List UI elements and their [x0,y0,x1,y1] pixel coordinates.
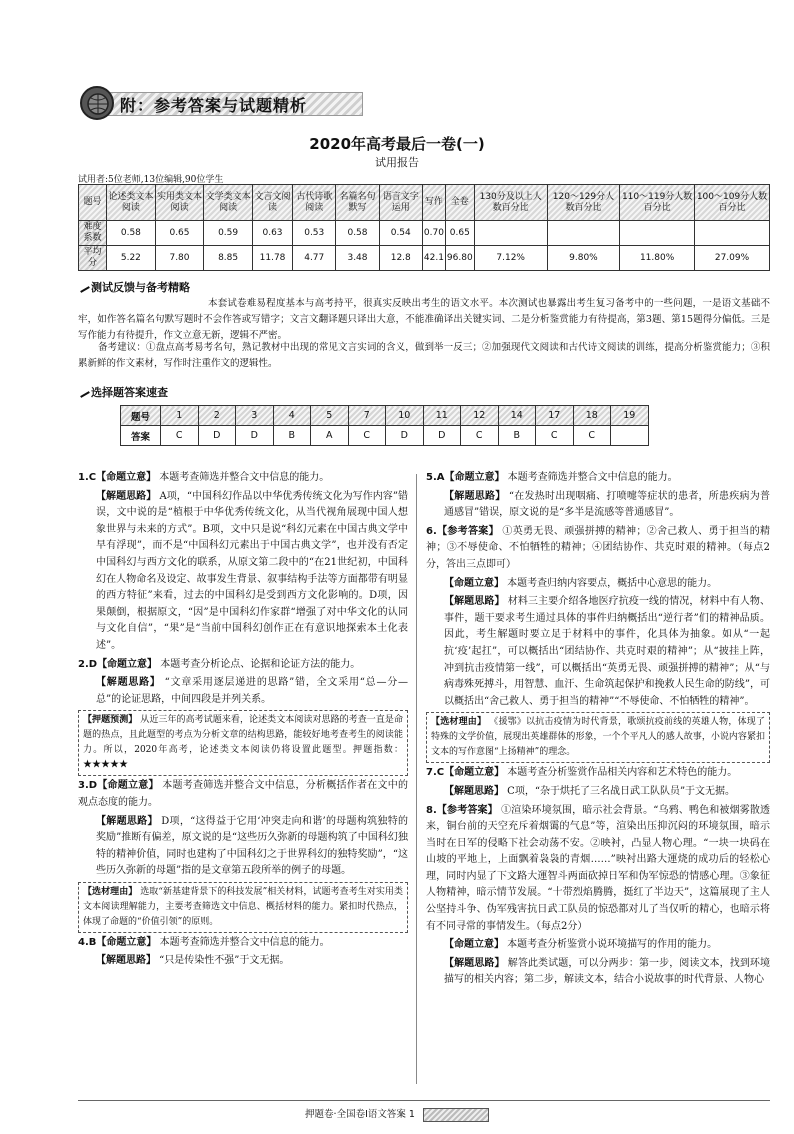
question-number: 11 [423,406,461,426]
note-box [78,710,408,776]
question-number: 12 [461,406,499,426]
stats-cell [695,221,770,246]
answer-item [78,814,408,880]
stats-row-difficulty [79,221,770,246]
item-number: 1.C [78,472,97,483]
note-box [426,712,770,763]
answer-item [426,489,770,522]
answer-letter: D [198,426,236,446]
item-text: D项，“这得益于它用‘冲突走向和谐’的母题构筑独特的奖励”推断有偏差，原文说的是“这些历久弥新的母题构筑了中国科幻独特的精神价值，同时也建构了中国科幻之于世界科幻的独特奖励”，“这些历久弥新的母题”指的是文章第五段所举的例子的母题。 [96,815,408,877]
item-tag: 【命题立意】 [97,780,159,792]
page-title: 2020年高考最后一卷(一) [309,135,485,153]
item-tag: 【命题立意】 [444,472,505,483]
answer-item [426,937,770,954]
item-text: 本题考查分析鉴赏小说环境描写的作用的能力。 [504,939,718,951]
item-text: 本题考查分析鉴赏作品相关内容和艺术特色的能力。 [504,767,738,779]
stats-header-cell: 古代诗歌阅读 [293,185,336,221]
answer-letter: C [161,426,199,446]
stats-header-row [79,185,770,221]
stats-cell: 12.8 [379,246,422,271]
item-number: 4.B [78,936,97,948]
answer-item [426,803,770,936]
item-tag: 【解题思路】 [96,677,161,689]
answer-letter: B [498,426,536,446]
stats-row-label: 平均分 [79,246,107,271]
answer-letter: C [461,426,499,446]
question-number: 7 [348,406,386,426]
item-text: “在发热时出现咽痛、打喷嚏等症状的患者，所患疾病为普通感冒”错误，原文说的是“多半是流感等普通感冒”。 [444,490,771,519]
item-tag: 【选材理由】 [431,717,487,728]
stats-header-cell: 110～119分人数百分比 [620,185,695,221]
answer-item [78,675,408,708]
item-number: 5.A [426,472,445,483]
item-tag: 【解题思路】 [444,490,506,502]
answer-item [426,784,770,801]
item-text: A项，“中国科幻作品以中华优秀传统文化为写作内容”错误，文中说的是“植根于中华优秀传统文化，从当代视角展现中国人想象世界与未来的方式”。B项，文中只是说“科幻元素在中国古典文学中早有浮现”，而不是“中国科幻元素出于中国古典文学”，也并没有否定中国科幻与西方文化的联系，从原文第二段中的“在21世纪初，中国科幻在人物命名及设定、故事发生背景、叙事结构手法等方面都带有明显的西方特征”来看，过去的中国科幻是受到西方文化影响的。D项，因果颠倒，根据原文，“因”是中国科幻作家群“增强了对中华文化的认同与文化自信”，“果”是“当前中国科幻创作正在有意识地探索本土化表述”。 [96,490,409,651]
answers-heading [78,384,168,400]
item-text: “只是传染性不强”于文无据。 [156,955,290,967]
stats-header-cell: 100～109分人数百分比 [695,185,770,221]
stats-header-cell: 论述类文本阅读 [107,185,156,221]
stats-header-cell: 名篇名句默写 [336,185,379,221]
answer-item [426,765,770,782]
footer-badge [423,1108,489,1122]
answer-numbers-row [121,406,649,426]
item-tag: 【解题思路】 [444,596,505,608]
footer-text: 押题卷·全国卷Ⅰ语文答案 1 [305,1109,415,1120]
stats-cell: 0.59 [204,221,253,246]
item-tag: 【解题思路】 [96,955,156,967]
item-number: 7.C [426,767,445,779]
item-text: ①英勇无畏、顽强拼搏的精神；②舍己救人、勇于担当的精神；③不辱使命、不怕牺牲的精神；④团结协作、共克时艰的精神。（每点2分，答出三点即可） [426,525,771,570]
stats-cell: 5.22 [107,246,156,271]
item-tag: 【解题思路】 [96,815,158,827]
stats-cell: 0.53 [293,221,336,246]
answer-row-label: 题号 [121,406,161,426]
question-number: 18 [573,406,611,426]
stats-cell: 0.58 [336,221,379,246]
question-number: 14 [498,406,536,426]
item-tag: 【参考答案】 [436,525,499,537]
testers-line: 试用者:5位老师,13位编辑,90位学生 [78,175,224,185]
answer-item [78,935,408,952]
stats-row-average [79,246,770,271]
page-subtitle: 试用报告 [375,156,419,169]
item-text: 本题考查筛选并整合文中信息的能力。 [156,472,330,483]
stats-header-cell: 写作 [422,185,445,221]
answer-item [426,576,770,593]
feedback-text-1: 本套试卷难易程度基本与高考持平，很真实反映出考生的语文水平。本次测试也暴露出考生复习备考中的一些问题，一是语文基础不牢，如作答名篇名句默写题时不会作答或写错字；文言文翻译题只译出大意，不能准确译出关键实词、二是分析鉴赏能力有待提高，第3题、第15题得分偏低。三是写作能力有待提升，作文立意无新，逻辑不严密。 [78,298,770,341]
stats-cell: 4.77 [293,246,336,271]
answer-item [78,657,408,674]
item-text: ①渲染环境氛围，暗示社会背景。“乌鸦、鸭色和被烟雾散透来，铜台前的天空充斥着烟霭的气息”等，渲染出压抑沉闷的环境氛围，暗示当时在日军的侵略下社会动荡不安。②映衬，凸显人物心理。“一块一块码在山坡的平地上，上面飘着袅袅的青烟……”映衬出路大運烧的成功后的轻松心理，同时内显了下文路大運智斗两面砍掉日军和伪军惊恐的情感心理。③象征人物精神，暗示情节发展。“十带烈焰腾腾，挺红了半边天”，这篇展现了主人公坚持斗争、伪军残害抗日武工队员的惊恐都对儿了当仅听的精心，也暗示将有不同寻常的事情发生。（每点2分） [426,804,771,932]
item-tag: 【命题立意】 [96,936,157,948]
answer-item [78,489,408,655]
question-number: 4 [273,406,311,426]
feedback-heading [78,279,190,295]
answer-key-table [120,405,649,446]
stats-cell: 7.80 [155,246,204,271]
item-text: 《援鄂》以抗击疫情为时代背景，歌颂抗疫前线的英雄人物，体现了特殊的文学价值，展现出英雄群体的形象，一个个平凡人的感人故事，小说内容紧扣文本的写作意图“上扬精神”的理念。 [431,717,765,758]
stats-cell: 0.54 [379,221,422,246]
answer-letter: C [348,426,386,446]
stats-cell: 42.1 [422,246,445,271]
stats-cell: 0.58 [107,221,156,246]
answer-item [78,470,408,487]
column-divider [416,474,417,1084]
feedback-text-2: 备考建议：①盘点高考易考名句，熟记教材中出现的常见文言实词的含义，做到举一反三；②加强现代文阅读和古代诗文阅读的训练，提高分析鉴赏能力；③积累新鲜的作文素材，写作时注重作文的逻辑性。 [78,342,770,369]
item-text: 材料三主要介绍各地医疗抗疫一线的情况，材料中有人物、事件，题干要求考生通过具体的事件归纳概括出“逆行者”们的精神品质。因此，考生解题时要立足于材料中的事件，化具体为抽象。如从“一起抗‘疫’起扛”，可以概括出“团结协作、共克时艰的精神”；从“披挂上阵，冲到抗击疫情第一线”，可以概括出“英勇无畏、顽强拼搏的精神”；从“与病毒殊死搏斗，用智慧、血汗、生命筑起保护和挽救人民生命的防线”，可以概括出“舍己救人、勇于担当的精神”“不辱使命、不怕牺牲的精神”。 [444,596,770,707]
stats-cell [620,221,695,246]
item-tag: 【命题立意】 [444,577,504,589]
item-tag: 【命题立意】 [96,472,157,483]
question-number: 2 [198,406,236,426]
stats-header-cell: 全卷 [445,185,474,221]
stats-row-label: 难度系数 [79,221,107,246]
item-text: 本题考查筛选并整合文中信息，分析概括作者在文中的观点态度的能力。 [78,780,408,808]
item-text: C项，“杂于烘托了三名战日武工队队员”于文无据。 [504,785,736,797]
banner-label: 附：参考答案与试题精析 [120,96,308,115]
pen-icon [76,384,90,398]
answer-letter [611,426,649,446]
answer-letter: D [423,426,461,446]
section-banner [80,86,370,120]
stats-cell: 9.80% [547,246,620,271]
right-column [426,470,770,991]
item-text: 本题考查分析论点、论据和论证方法的能力。 [157,658,361,670]
stats-cell: 7.12% [474,246,547,271]
item-tag: 【押题预测】 [83,715,138,726]
item-text: 选取“新基建背景下的科技发展”相关材料，试题考查考生对实用类文本阅读理解能力，主要考查筛选文中信息、概括材料的能力。紧扣时代热点，体现了命题的“价值引领”的原则。 [83,886,403,927]
stats-cell: 8.85 [204,246,253,271]
stats-cell: 0.63 [252,221,292,246]
item-text: “文章采用逐层递进的思路”错，全文采用“总—分—总”的论证思路，中间四段是并列关系。 [96,677,409,705]
stats-cell: 3.48 [336,246,379,271]
item-tag: 【命题立意】 [444,939,504,951]
item-tag: 【参考答案】 [436,804,498,816]
item-tag: 【解题思路】 [96,490,157,502]
item-text: 本题考查筛选并整合文中信息的能力。 [504,472,678,483]
answer-letters-row [121,426,649,446]
question-number: 19 [611,406,649,426]
stats-header-cell: 130分及以上人数百分比 [474,185,547,221]
answer-letter: A [311,426,349,446]
answer-letter: C [573,426,611,446]
stats-header-cell: 题号 [79,185,107,221]
stats-header-cell: 文学类文本阅读 [204,185,253,221]
note-box [78,882,408,933]
item-tag: 【选材理由】 [83,886,138,897]
stats-header-cell: 120～129分人数百分比 [547,185,620,221]
globe-icon [80,86,114,120]
answer-item [426,524,770,574]
answer-letter: D [236,426,274,446]
stats-header-cell: 语言文字运用 [379,185,422,221]
answer-item [78,778,408,811]
question-number: 1 [161,406,199,426]
answer-letter: C [536,426,574,446]
stats-cell: 11.80% [620,246,695,271]
stats-cell [474,221,547,246]
stats-header-cell: 文言文阅读 [252,185,292,221]
footer-rule [78,1100,770,1101]
item-tag: 【解题思路】 [444,785,504,797]
answer-row-label: 答案 [121,426,161,446]
answer-item [426,594,770,710]
stats-cell [547,221,620,246]
page-footer [0,1106,794,1122]
stats-cell: 27.09% [695,246,770,271]
answers-heading-text: 选择题答案速查 [91,386,168,399]
stats-cell: 0.65 [155,221,204,246]
item-tag: 【解题思路】 [444,957,505,969]
answer-item [426,470,770,487]
question-number: 5 [311,406,349,426]
answer-item [426,956,770,989]
item-text: 本题考查归纳内容要点，概括中心意思的能力。 [504,577,718,589]
left-column [78,470,408,972]
item-text: 从近三年的高考试题来看，论述类文本阅读对思路的考查一直是命题的热点，且此题型的考点为分析文章的结构思路，能较好地考查考生的阅读能力。所以，2020年高考，论述类文本阅读仍将设置此题型。押题指数：★★★★★ [83,715,403,771]
question-number: 17 [536,406,574,426]
stats-cell: 0.70 [422,221,445,246]
answer-letter: B [273,426,311,446]
item-text: 本题考查筛选并整合文中信息的能力。 [156,936,330,948]
answer-item [78,953,408,970]
item-tag: 【命题立意】 [444,767,505,779]
question-number: 3 [236,406,274,426]
stats-table [78,184,770,271]
item-number: 8. [426,804,437,816]
item-number: 6. [426,525,437,537]
feedback-heading-text: 测试反馈与备考精略 [91,281,190,294]
item-number: 2.D [78,658,98,670]
stats-cell: 0.65 [445,221,474,246]
pen-icon [76,279,90,293]
stats-cell: 96.80 [445,246,474,271]
answer-letter: D [386,426,424,446]
item-text: 解答此类试题，可以分两步：第一步，阅读文本，找到环境描写的相关内容；第二步，解读文本，结合小说故事的时代背景、人物心 [444,957,770,986]
question-number: 10 [386,406,424,426]
stats-cell: 11.78 [252,246,292,271]
item-tag: 【命题立意】 [97,658,158,670]
item-number: 3.D [78,780,98,792]
stats-header-cell: 实用类文本阅读 [155,185,204,221]
